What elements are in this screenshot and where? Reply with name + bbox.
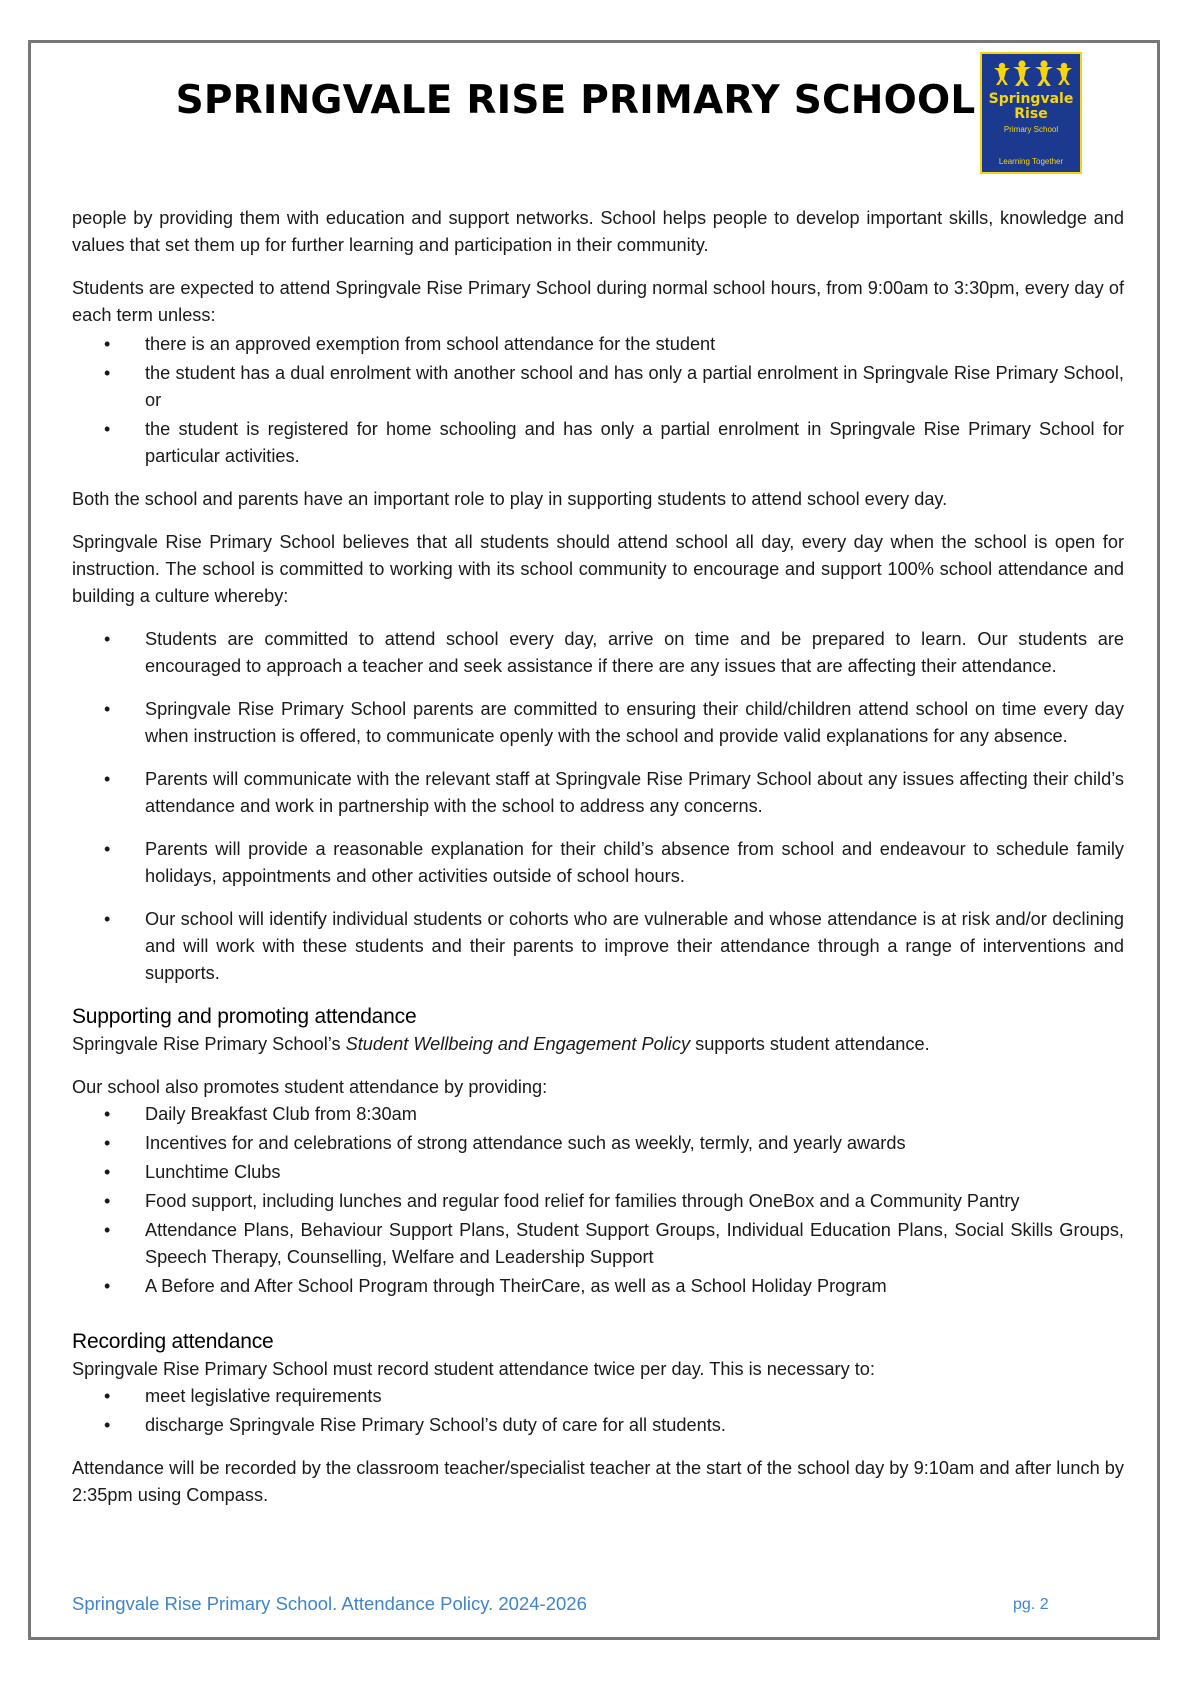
recording-detail: Attendance will be recorded by the classroom teacher/specialist teacher at the start of the school day by 9:10am and after lunch by 2:35pm using Compass. (72, 1458, 1124, 1505)
document-body (72, 205, 1124, 1525)
belief-paragraph: Springvale Rise Primary School believes that all students should attend school all day, every day when the school is open for instruction. The school is committed to working with its school community to encourage and support 100% school attendance and building a culture whereby: (72, 532, 1124, 606)
section-heading-recording: Recording attendance (72, 1330, 274, 1353)
list-item: • the student has a dual enrolment with another school and has only a partial enrolment in Springvale Rise Primary School, or (72, 360, 1124, 414)
recording-list (72, 1383, 1124, 1439)
list-item: • meet legislative requirements (72, 1383, 1124, 1410)
list-item: • discharge Springvale Rise Primary School’s duty of care for all students. (72, 1412, 1124, 1439)
list-item: • the student is registered for home schooling and has only a partial enrolment in Springvale Rise Primary School for particular activities. (72, 416, 1124, 470)
list-item: • A Before and After School Program through TheirCare, as well as a School Holiday Program (72, 1273, 1124, 1300)
list-item: • Food support, including lunches and regular food relief for families through OneBox and a Community Pantry (72, 1188, 1124, 1215)
list-item: • Incentives for and celebrations of strong attendance such as weekly, termly, and yearly awards (72, 1130, 1124, 1157)
list-item: • Parents will provide a reasonable explanation for their child’s absence from school and endeavour to schedule family holidays, appointments and other activities outside of school hours. (72, 836, 1124, 890)
culture-list (72, 626, 1124, 987)
promotes-list (72, 1101, 1124, 1300)
intro-paragraph: people by providing them with education and support networks. School helps people to develop important skills, knowledge and values that set them up for further learning and participation in their community. (72, 208, 1124, 255)
promotes-paragraph: Our school also promotes student attendance by providing: (72, 1077, 548, 1097)
school-logo (980, 52, 1082, 174)
policy-reference: Springvale Rise Primary School’s Student Wellbeing and Engagement Policy supports student attendance. (72, 1034, 930, 1054)
list-item: • Lunchtime Clubs (72, 1159, 1124, 1186)
list-item: • Students are committed to attend school every day, arrive on time and be prepared to learn. Our students are encouraged to approach a teacher and seek assistance if there are any issues that are affecting their attendance. (72, 626, 1124, 680)
list-item: • there is an approved exemption from school attendance for the student (72, 331, 1124, 358)
exemption-list (72, 331, 1124, 470)
logo-name-2: Rise (1014, 106, 1048, 122)
attendance-paragraph: Students are expected to attend Springvale Rise Primary School during normal school hours, from 9:00am to 3:30pm, every day of each term unless: (72, 278, 1124, 325)
logo-name: Springvale (988, 91, 1074, 107)
footer-document-title: Springvale Rise Primary School. Attendance Policy. 2024-2026 (72, 1593, 587, 1614)
section-heading-supporting: Supporting and promoting attendance (72, 1005, 417, 1028)
list-item: • Our school will identify individual students or cohorts who are vulnerable and whose attendance is at risk and/or declining and will work with these students and their parents to improve their attendance through a range of interventions and supports. (72, 906, 1124, 987)
roles-paragraph: Both the school and parents have an important role to play in supporting students to attend school every day. (72, 489, 948, 509)
list-item: • Parents will communicate with the relevant staff at Springvale Rise Primary School about any issues affecting their child’s attendance and work in partnership with the school to address any concerns. (72, 766, 1124, 820)
logo-subtitle: Primary School (1003, 125, 1059, 134)
list-item: • Attendance Plans, Behaviour Support Plans, Student Support Groups, Individual Education Plans, Social Skills Groups, Speech Therapy, Counselling, Welfare and Leadership Support (72, 1217, 1124, 1271)
policy-title: Student Wellbeing and Engagement Policy (345, 1034, 691, 1054)
page-title: SPRINGVALE RISE PRIMARY SCHOOL (175, 78, 976, 123)
page-number: pg. 2 (1013, 1596, 1049, 1613)
logo-tagline: Learning Together (998, 157, 1064, 166)
list-item: • Springvale Rise Primary School parents are committed to ensuring their child/children attend school on time every day when instruction is offered, to communicate openly with the school and provide valid explanations for any absence. (72, 696, 1124, 750)
list-item: • Daily Breakfast Club from 8:30am (72, 1101, 1124, 1128)
recording-paragraph: Springvale Rise Primary School must record student attendance twice per day. This is necessary to: (72, 1359, 875, 1379)
